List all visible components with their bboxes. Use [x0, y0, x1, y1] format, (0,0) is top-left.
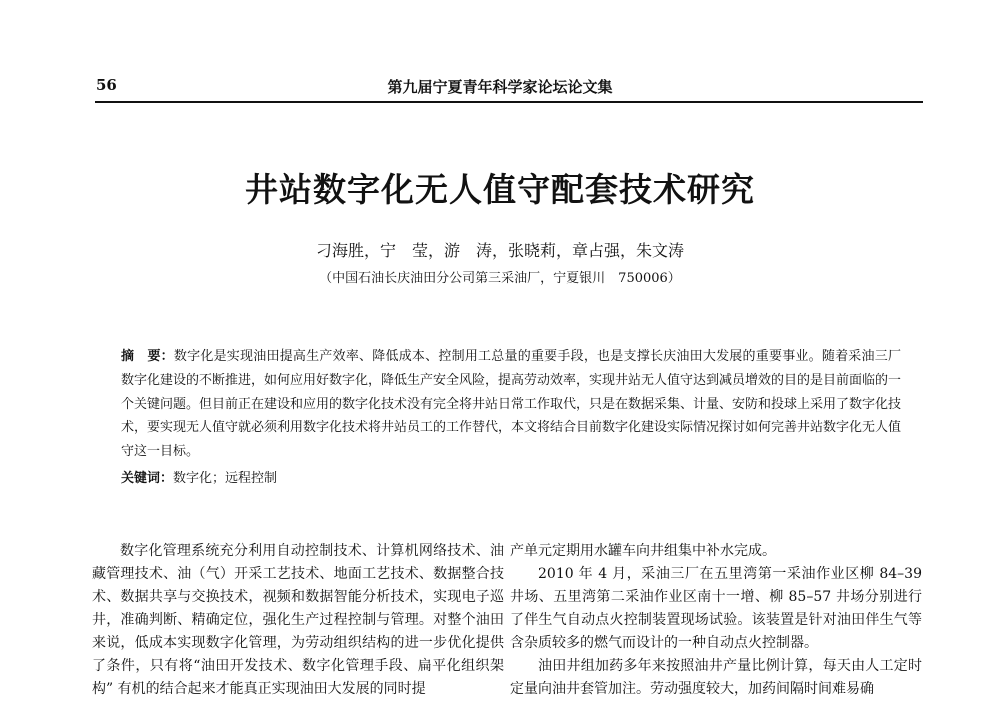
header-rule [95, 101, 923, 103]
body-left-column [92, 540, 504, 701]
running-header: 第九届宁夏青年科学家论坛论文集 [387, 78, 613, 96]
abstract-text: 数字化是实现油田提高生产效率、降低成本、控制用工总量的重要手段，也是支撑长庆油田大发展的重要事业。随着采油三厂数字化建设的不断推进，如何应用好数字化，降低生产安全风险，提高劳动效率，实现井站无人值守达到减员增效的目的是目前面临的一个关键问题。但目前正在建设和应用的数字化技术没有完全将井站日常工作取代，只是在数据采集、计量、安防和投球上采用了数字化技术，要实现无人值守就必须利用数字化技术将井站员工的工作替代，本文将结合目前数字化建设实际情况探讨如何完善井站数字化无人值守这一目标。 [121, 349, 902, 460]
paper-authors: 刁海胜，宁 莹，游 涛，张晓莉，章占强，朱文涛 [315, 241, 684, 260]
keywords [121, 467, 901, 486]
body-paragraph: 2010 年 4 月，采油三厂在五里湾第一采油作业区柳 84–39 井场、五里湾第二采油作业区南十一增、柳 85–57 井场分别进行了伴生气自动点火控制装置现场试验。该装置是针对油田伴生气等含杂质较多的燃气而设计的一种自动点火控制器。 [510, 566, 922, 651]
keywords-label: 关键词： [121, 471, 174, 486]
paper-affiliation: （中国石油长庆油田分公司第三采油厂，宁夏银川 750006） [319, 271, 681, 286]
abstract-label: 摘 要： [121, 349, 174, 364]
body-right-column [510, 540, 922, 701]
abstract [121, 345, 901, 464]
body-paragraph: 产单元定期用水罐车向井组集中补水完成。 [510, 543, 776, 559]
page-number: 56 [96, 76, 117, 94]
keywords-text: 数字化；远程控制 [173, 471, 278, 486]
paper-title: 井站数字化无人值守配套技术研究 [245, 170, 755, 209]
body-paragraph: 油田井组加药多年来按照油井产量比例计算，每天由人工定时定量向油井套管加注。劳动强度较大，加药间隔时间难易确 [510, 658, 922, 697]
body-paragraph: 数字化管理系统充分利用自动控制技术、计算机网络技术、油藏管理技术、油（气）开采工艺技术、地面工艺技术、数据整合技术、数据共享与交换技术，视频和数据智能分析技术，实现电子巡井，准确判断、精确定位，强化生产过程控制与管理。对整个油田来说，低成本实现数字化管理，为劳动组织结构的进一步优化提供了条件，只有将“油田开发技术、数字化管理手段、扁平化组织架构” 有机的结合起来才能真正实现油田大发展的同时提 [92, 543, 504, 697]
